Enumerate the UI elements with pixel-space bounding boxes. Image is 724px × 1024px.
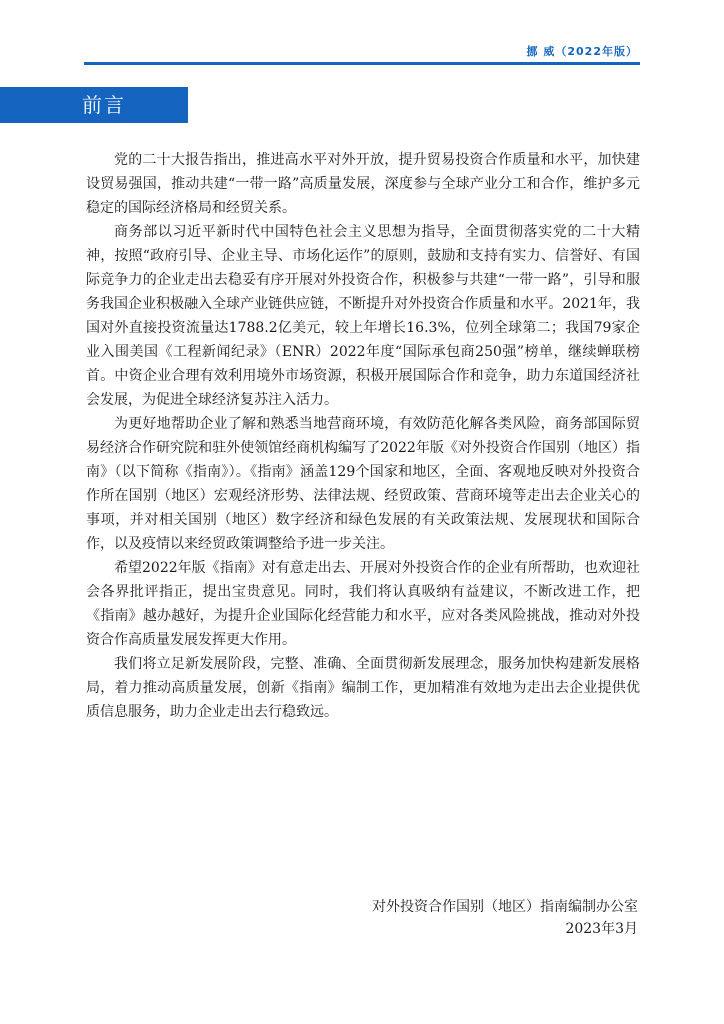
signature-date: 2023年3月 xyxy=(565,921,638,937)
section-title: 前言 xyxy=(82,93,126,117)
running-header-title: 挪 威（2022年版） xyxy=(526,45,638,58)
paragraph: 我们将立足新发展阶段，完整、准确、全面贯彻新发展理念，服务加快构建新发展格局，着力推动高质量发展，创新《指南》编制工作，更加精准有效地为走出去企业提供优质信息服务，助力企业走出去行稳致远。 xyxy=(86,656,640,720)
section-title-band xyxy=(0,87,188,123)
paragraph: 希望2022年版《指南》对有意走出去、开展对外投资合作的企业有所帮助，也欢迎社会各界批评指正，提出宝贵意见。同时，我们将认真吸纳有益建议，不断改进工作，把《指南》越办越好，为提升企业国际化经营能力和水平，应对各类风险挑战，推动对外投资合作高质量发展发挥更大作用。 xyxy=(86,560,640,648)
signature-office: 对外投资合作国别（地区）指南编制办公室 xyxy=(372,899,638,915)
preface-body xyxy=(86,148,640,724)
paragraph: 商务部以习近平新时代中国特色社会主义思想为指导，全面贯彻落实党的二十大精神，按照“政府引导、企业主导、市场化运作”的原则，鼓励和支持有实力、信誉好、有国际竞争力的企业走出去稳妥有序开展对外投资合作，积极参与共建“一带一路”，引导和服务我国企业积极融入全球产业链供应链，不断提升对外投资合作质量和水平。2021年，我国对外直接投资流量达1788.2亿美元，较上年增长16.3%，位列全球第二；我国79家企业入围美国《工程新闻纪录》（ENR）2022年度“国际承包商250强”榜单，继续蝉联榜首。中资企业合理有效利用境外市场资源，积极开展国际合作和竞争，助力东道国经济社会发展，为促进全球经济复苏注入活力。 xyxy=(86,224,640,408)
paragraph: 为更好地帮助企业了解和熟悉当地营商环境，有效防范化解各类风险，商务部国际贸易经济合作研究院和驻外使领馆经商机构编写了2022年版《对外投资合作国别（地区）指南》（以下简称《指南》）。《指南》涵盖129个国家和地区，全面、客观地反映对外投资合作所在国别（地区）宏观经济形势、法律法规、经贸政策、营商环境等走出去企业关心的事项，并对相关国别（地区）数字经济和绿色发展的有关政策法规、发展现状和国际合作，以及疫情以来经贸政策调整给予进一步关注。 xyxy=(86,416,640,552)
header-divider xyxy=(84,62,640,65)
signature-block xyxy=(372,896,638,940)
paragraph: 党的二十大报告指出，推进高水平对外开放，提升贸易投资合作质量和水平，加快建设贸易强国，推动共建“一带一路”高质量发展，深度参与全球产业分工和合作，维护多元稳定的国际经济格局和经贸关系。 xyxy=(86,152,640,216)
